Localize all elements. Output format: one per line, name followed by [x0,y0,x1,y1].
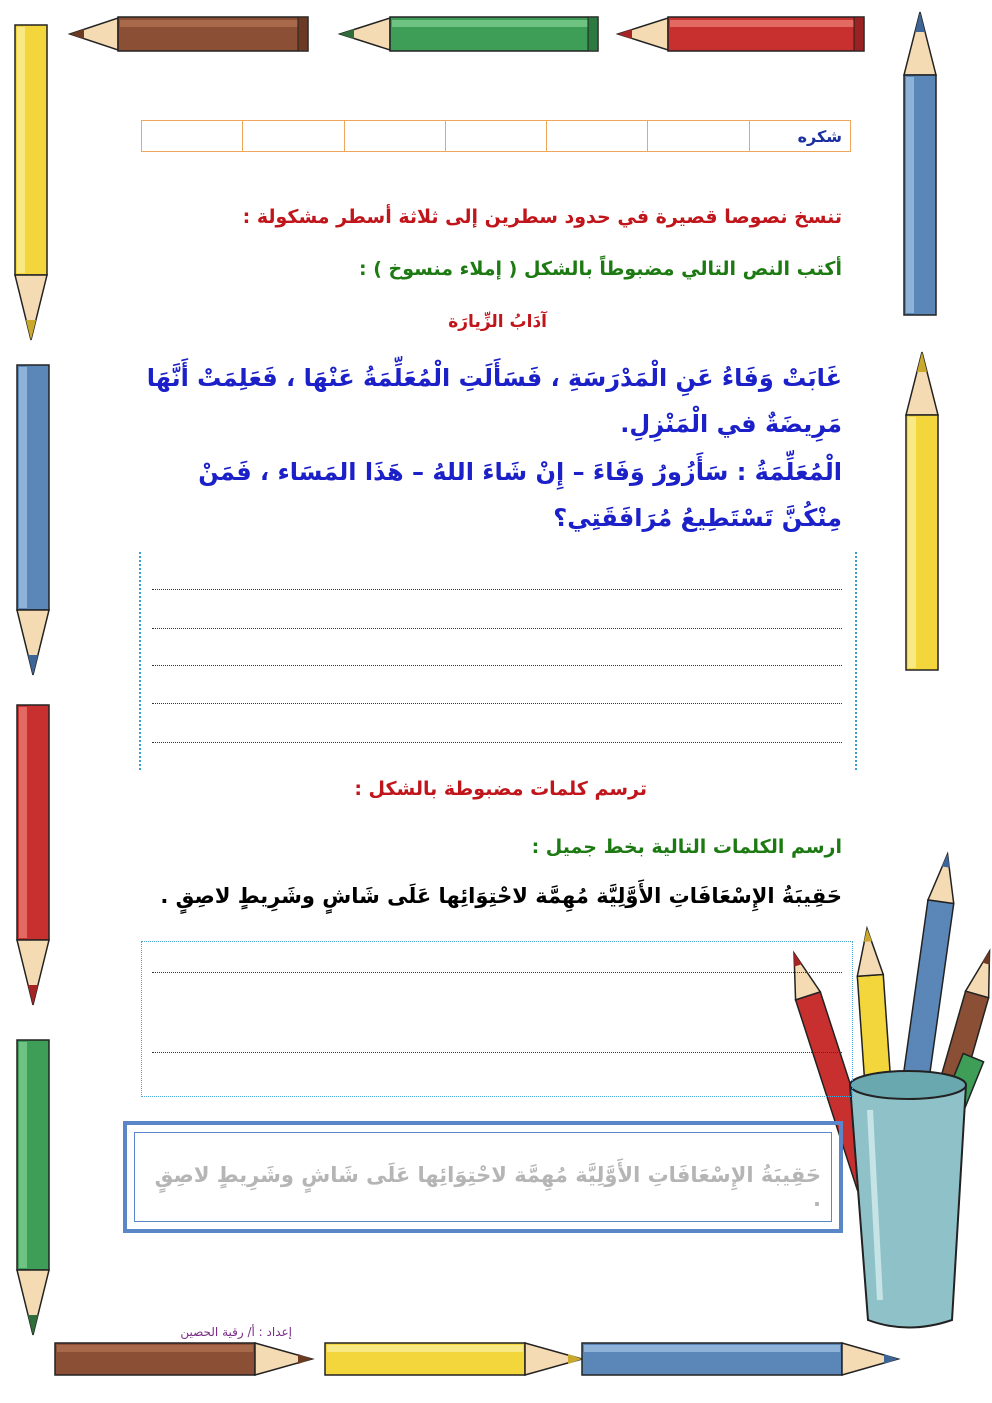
thanks-cell[interactable] [344,121,445,152]
section2-title: ترسم كلمات مضبوطة بالشكل : [354,778,647,800]
pencil-red-left [17,705,49,1005]
tracing-box [123,1121,843,1233]
thanks-cell[interactable] [445,121,546,152]
writing-line[interactable] [152,1052,842,1053]
thanks-table [141,120,851,152]
thanks-cell[interactable] [648,121,749,152]
passage-paragraph-1: غَابَتْ وَفَاءُ عَنِ الْمَدْرَسَةِ ، فَسَأَلَتِ الْمُعَلِّمَةُ عَنْهَا ، فَعَلِمَتْ أَنَّهَا مَرِيضَةٌ في الْمَنْزِلِ. [146,364,842,438]
pencil-blue-left [17,365,49,675]
writing-line[interactable] [152,742,842,743]
tracing-sentence[interactable]: حَقِيبَةُ الإِسْعَافَاتِ الأَوَّلِيَّة مُهِمَّة لاحْتِوَائِها عَلَى شَاشٍ وشَرِيطٍ لاصِقٍ . [154,1163,821,1211]
thanks-cell[interactable] [142,121,243,152]
passage-paragraph-2: الْمُعَلِّمَةُ : سَأَزُورُ وَفَاءَ – إِنْ شَاءَ اللهُ – هَذَا المَسَاء ، فَمَنْ مِنْكُنَّ تَسْتَطِيعُ مُرَافَقَتِي؟ [198,458,842,532]
thanks-cell[interactable] [243,121,344,152]
dictation-writing-area[interactable] [139,552,857,770]
pencil-red-top [618,17,864,51]
author-credit: إعداد : أ/ رقية الحصين [180,1325,292,1339]
pencil-yellow-bottom [325,1343,582,1375]
section1-instruction: أكتب النص التالي مضبوطاً بالشكل ( إملاء منسوخ ) : [359,258,842,280]
pencil-brown-top [70,17,308,51]
section2-instruction: ارسم الكلمات التالية بخط جميل : [531,836,842,858]
writing-line[interactable] [152,628,842,629]
pencil-green-top [340,17,598,51]
calligraphy-sentence: حَقِيبَةُ الإِسْعَافَاتِ الأَوَّلِيَّة مُهِمَّة لاحْتِوَائِها عَلَى شَاشٍ وشَرِيطٍ لاصِقٍ . [160,884,842,908]
passage-title: آدَابُ الزِّيارَة [448,312,547,332]
pencil-yellow-left [15,25,47,340]
pencil-blue-bottom [582,1343,898,1375]
pencil-yellow-right [906,352,938,670]
writing-line[interactable] [152,972,842,973]
pencil-green-left [17,1040,49,1335]
writing-line[interactable] [152,703,842,704]
section1-title: تنسخ نصوصا قصيرة في حدود سطرين إلى ثلاثة أسطر مشكولة : [242,206,842,228]
thanks-cell[interactable] [547,121,648,152]
writing-line[interactable] [152,665,842,666]
thanks-label: شكره [749,121,850,152]
pencil-brown-bottom [55,1343,312,1375]
pencil-blue-right [904,12,936,315]
calligraphy-writing-area[interactable] [141,941,853,1097]
writing-line[interactable] [152,589,842,590]
